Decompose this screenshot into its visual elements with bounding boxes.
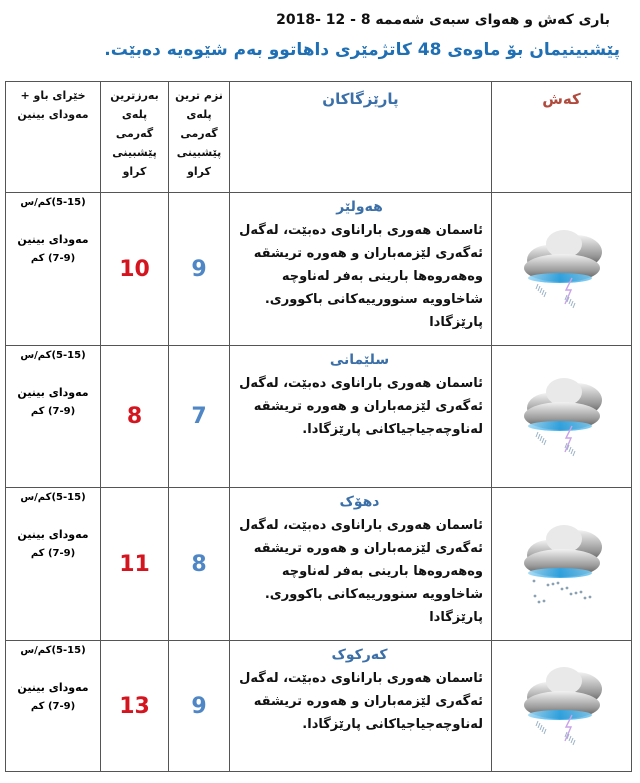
min-temp-header <box>169 82 230 193</box>
table-row <box>6 488 632 641</box>
wind-speed: (5-15)کم/س <box>20 197 86 208</box>
description-line: ئاسمان هەوری باراناوی دەبێت، لەگەل <box>239 671 483 686</box>
weather-icon-cell <box>492 193 632 346</box>
province-name: سلێمانی <box>329 352 390 368</box>
description-line: ئاسمان هەوری باراناوی دەبێت، لەگەل <box>239 223 483 238</box>
province-name: دهۆک <box>339 494 380 510</box>
weather-icon-cell <box>492 641 632 772</box>
description-line: وەهەروەها بارینی بەفر لەناوچە <box>281 269 483 284</box>
description-line: شاخاوویە سنوورییەکانی باکووری. <box>264 587 483 602</box>
wind-visibility-header <box>6 82 101 193</box>
description-line: ئاسمان هەوری باراناوی دەبێت، لەگەل <box>239 518 483 533</box>
wind-visibility-cell <box>6 488 101 641</box>
description-line: شاخاوویە سنوورییەکانی باکووری. <box>264 292 483 307</box>
table-row <box>6 193 632 346</box>
province-name: هەولێر <box>336 199 383 215</box>
description-line: ئەگەری لێزمەباران و هەورە تریشقە <box>253 694 483 709</box>
report-title: باری کەش و هەوای سبەی شەممە 8 - 12 -2018 <box>276 12 610 28</box>
province-cell <box>230 488 492 641</box>
table-row <box>6 641 632 772</box>
description <box>236 667 483 736</box>
visibility-range: (7-9) کم <box>30 406 76 417</box>
description-line: ئەگەری لێزمەباران و هەورە تریشقە <box>253 399 483 414</box>
rain-thunder-cloud-icon <box>514 370 610 460</box>
table-header-row <box>6 82 632 193</box>
province-name: کەرکوک <box>331 647 388 663</box>
header-line: پلەی <box>186 108 212 121</box>
description-line: پارێزگادا <box>429 610 483 625</box>
max-temp: 11 <box>101 488 169 641</box>
max-temp: 8 <box>101 346 169 488</box>
header-line: گەرمی <box>115 127 154 140</box>
header-line: پلەی <box>121 108 148 121</box>
visibility-range: (7-9) کم <box>30 253 76 264</box>
min-temp: 9 <box>169 641 230 772</box>
description-line: ئاسمان هەوری باراناوی دەبێت، لەگەل <box>239 376 483 391</box>
min-temp: 8 <box>169 488 230 641</box>
snow-cloud-icon <box>514 517 610 607</box>
description <box>236 514 483 629</box>
wind-speed: (5-15)کم/س <box>20 645 86 656</box>
header-line: مەودای بینین <box>17 108 89 121</box>
header-line: کراو <box>122 165 147 178</box>
header-line: نزم ترین <box>175 89 223 102</box>
header-line: پێشبینی <box>176 146 222 159</box>
wind-visibility-cell <box>6 193 101 346</box>
header-line: خێرای باو + <box>20 89 86 102</box>
min-temp: 9 <box>169 193 230 346</box>
wind-visibility-cell <box>6 641 101 772</box>
wind-speed: (5-15)کم/س <box>20 350 86 361</box>
visibility-label: مەودای بینین <box>17 386 89 399</box>
description-line: وەهەروەها بارینی بەفر لەناوچە <box>281 564 483 579</box>
description <box>236 372 483 441</box>
wind-visibility-cell <box>6 346 101 488</box>
province-cell <box>230 346 492 488</box>
header-line: کراو <box>187 165 211 178</box>
visibility-label: مەودای بینین <box>17 681 89 694</box>
header-line: بەرزترین <box>110 89 159 102</box>
weather-header: کەش <box>492 82 632 193</box>
max-temp: 10 <box>101 193 169 346</box>
report-subtitle: پێشبینیمان بۆ ماوەی 48 کاتژمێری داهاتوو بەم شێوەیە دەبێت. <box>104 40 620 60</box>
rain-thunder-cloud-icon <box>514 222 610 312</box>
header-line: پێشبینی <box>112 146 157 159</box>
visibility-label: مەودای بینین <box>17 528 89 541</box>
provinces-header: پارێزگاکان <box>230 82 492 193</box>
wind-speed: (5-15)کم/س <box>20 492 86 503</box>
description-line: ئەگەری لێزمەباران و هەورە تریشقە <box>253 541 483 556</box>
header-line: گەرمی <box>180 127 218 140</box>
max-temp-header <box>101 82 169 193</box>
description-line: لەناوچەجیاجیاکانی پارێزگادا. <box>302 422 483 437</box>
visibility-range: (7-9) کم <box>30 701 76 712</box>
min-temp: 7 <box>169 346 230 488</box>
province-cell <box>230 193 492 346</box>
description-line: پارێزگادا <box>429 315 483 330</box>
visibility-range: (7-9) کم <box>30 548 76 559</box>
max-temp: 13 <box>101 641 169 772</box>
visibility-label: مەودای بینین <box>17 233 89 246</box>
weather-icon-cell <box>492 346 632 488</box>
description <box>236 219 483 334</box>
table-row <box>6 346 632 488</box>
description-line: ئەگەری لێزمەباران و هەورە تریشقە <box>253 246 483 261</box>
province-cell <box>230 641 492 772</box>
forecast-table <box>5 81 632 772</box>
rain-thunder-cloud-icon <box>514 659 610 749</box>
description-line: لەناوچەجیاجیاکانی پارێزگادا. <box>302 717 483 732</box>
weather-icon-cell <box>492 488 632 641</box>
